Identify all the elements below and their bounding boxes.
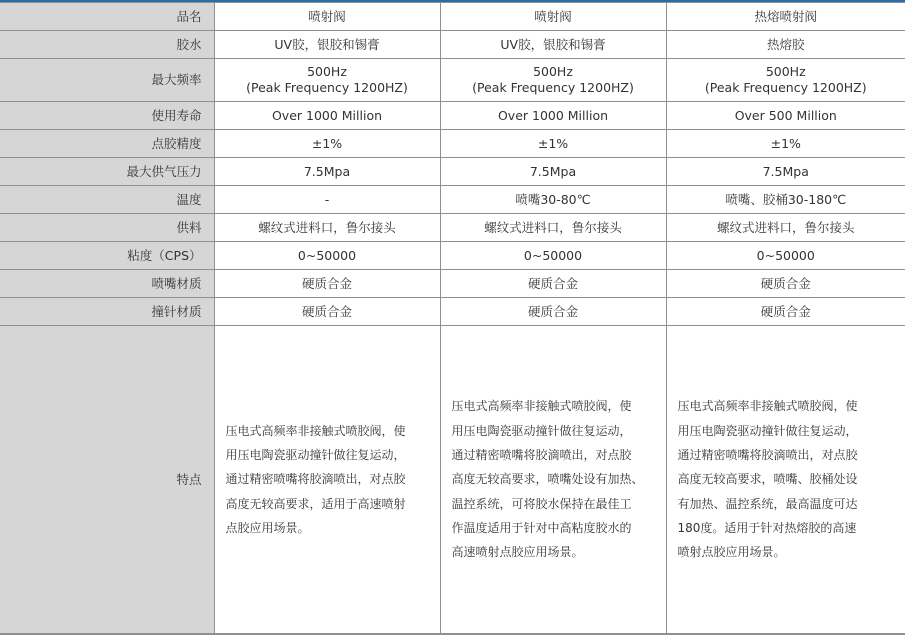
cell-value: 硬质合金	[666, 270, 905, 298]
cell-value: 喷嘴30-80℃	[440, 186, 666, 214]
cell-value: Over 500 Million	[666, 102, 905, 130]
features-line: 用压电陶瓷驱动撞针做往复运动，	[678, 419, 895, 443]
row-features	[0, 326, 905, 635]
row-label: 温度	[0, 186, 214, 214]
cell-value	[666, 59, 905, 102]
cell-value: 硬质合金	[440, 270, 666, 298]
cell-value	[440, 59, 666, 102]
row-label: 最大供气压力	[0, 158, 214, 186]
cell-value: 硬质合金	[666, 298, 905, 326]
cell-value: 7.5Mpa	[666, 158, 905, 186]
features-line: 有加热、温控系统，最高温度可达	[678, 492, 895, 516]
cell-value	[214, 59, 440, 102]
cell-value: 螺纹式进料口，鲁尔接头	[666, 214, 905, 242]
features-line: 高速喷射点胶应用场景。	[452, 540, 656, 564]
cell-value: ±1%	[666, 130, 905, 158]
features-line: 喷射点胶应用场景。	[678, 540, 895, 564]
cell-value: 热熔胶	[666, 31, 905, 59]
row-label: 品名	[0, 3, 214, 31]
cell-value: 螺纹式进料口，鲁尔接头	[214, 214, 440, 242]
row-label: 点胶精度	[0, 130, 214, 158]
cell-value: 硬质合金	[214, 298, 440, 326]
features-line: 180度。适用于针对热熔胶的高速	[678, 516, 895, 540]
features-line: 温控系统，可将胶水保持在最佳工	[452, 492, 656, 516]
row-nozzle-material	[0, 270, 905, 298]
row-feeding	[0, 214, 905, 242]
row-label: 供料	[0, 214, 214, 242]
features-line: 用压电陶瓷驱动撞针做往复运动，	[226, 443, 430, 467]
features-line: 通过精密喷嘴将胶滴喷出，对点胶	[226, 467, 430, 491]
features-line: 高度无较高要求，喷嘴处设有加热、	[452, 467, 656, 491]
frequency-value: 500Hz	[667, 64, 905, 80]
row-label: 撞针材质	[0, 298, 214, 326]
cell-value: 0~50000	[440, 242, 666, 270]
cell-value: UV胶，银胶和锡膏	[214, 31, 440, 59]
cell-value: 硬质合金	[214, 270, 440, 298]
features-line: 压电式高频率非接触式喷胶阀，使	[226, 419, 430, 443]
row-max-frequency	[0, 59, 905, 102]
features-line: 通过精密喷嘴将胶滴喷出，对点胶	[452, 443, 656, 467]
row-glue	[0, 31, 905, 59]
row-label: 最大频率	[0, 59, 214, 102]
frequency-value: 500Hz	[215, 64, 440, 80]
row-max-air-pressure	[0, 158, 905, 186]
row-dispensing-accuracy	[0, 130, 905, 158]
row-product-name	[0, 3, 905, 31]
cell-value: 硬质合金	[440, 298, 666, 326]
features-line: 压电式高频率非接触式喷胶阀，使	[678, 394, 895, 418]
row-needle-material	[0, 298, 905, 326]
row-label: 使用寿命	[0, 102, 214, 130]
row-label: 喷嘴材质	[0, 270, 214, 298]
spec-table	[0, 2, 905, 635]
cell-value: 0~50000	[666, 242, 905, 270]
peak-frequency-note: (Peak Frequency 1200HZ)	[667, 80, 905, 96]
cell-value: UV胶，银胶和锡膏	[440, 31, 666, 59]
row-label: 粘度（CPS）	[0, 242, 214, 270]
features-cell-1	[214, 326, 440, 635]
peak-frequency-note: (Peak Frequency 1200HZ)	[441, 80, 666, 96]
cell-value: 喷嘴、胶桶30-180℃	[666, 186, 905, 214]
cell-value: 7.5Mpa	[440, 158, 666, 186]
features-line: 高度无较高要求，喷嘴、胶桶处设	[678, 467, 895, 491]
features-line: 作温度适用于针对中高粘度胶水的	[452, 516, 656, 540]
features-line: 点胶应用场景。	[226, 516, 430, 540]
features-cell-2	[440, 326, 666, 635]
cell-value: 螺纹式进料口，鲁尔接头	[440, 214, 666, 242]
row-label: 胶水	[0, 31, 214, 59]
cell-value: 喷射阀	[214, 3, 440, 31]
cell-value: 7.5Mpa	[214, 158, 440, 186]
peak-frequency-note: (Peak Frequency 1200HZ)	[215, 80, 440, 96]
cell-value: -	[214, 186, 440, 214]
row-label: 特点	[0, 326, 214, 635]
row-temperature	[0, 186, 905, 214]
features-line: 用压电陶瓷驱动撞针做往复运动，	[452, 419, 656, 443]
cell-value: ±1%	[214, 130, 440, 158]
features-line: 压电式高频率非接触式喷胶阀，使	[452, 394, 656, 418]
cell-value: Over 1000 Million	[214, 102, 440, 130]
cell-value: ±1%	[440, 130, 666, 158]
features-line: 通过精密喷嘴将胶滴喷出，对点胶	[678, 443, 895, 467]
row-viscosity	[0, 242, 905, 270]
features-cell-3	[666, 326, 905, 635]
cell-value: 热熔喷射阀	[666, 3, 905, 31]
row-service-life	[0, 102, 905, 130]
features-line: 高度无较高要求，适用于高速喷射	[226, 492, 430, 516]
frequency-value: 500Hz	[441, 64, 666, 80]
cell-value: Over 1000 Million	[440, 102, 666, 130]
cell-value: 0~50000	[214, 242, 440, 270]
cell-value: 喷射阀	[440, 3, 666, 31]
